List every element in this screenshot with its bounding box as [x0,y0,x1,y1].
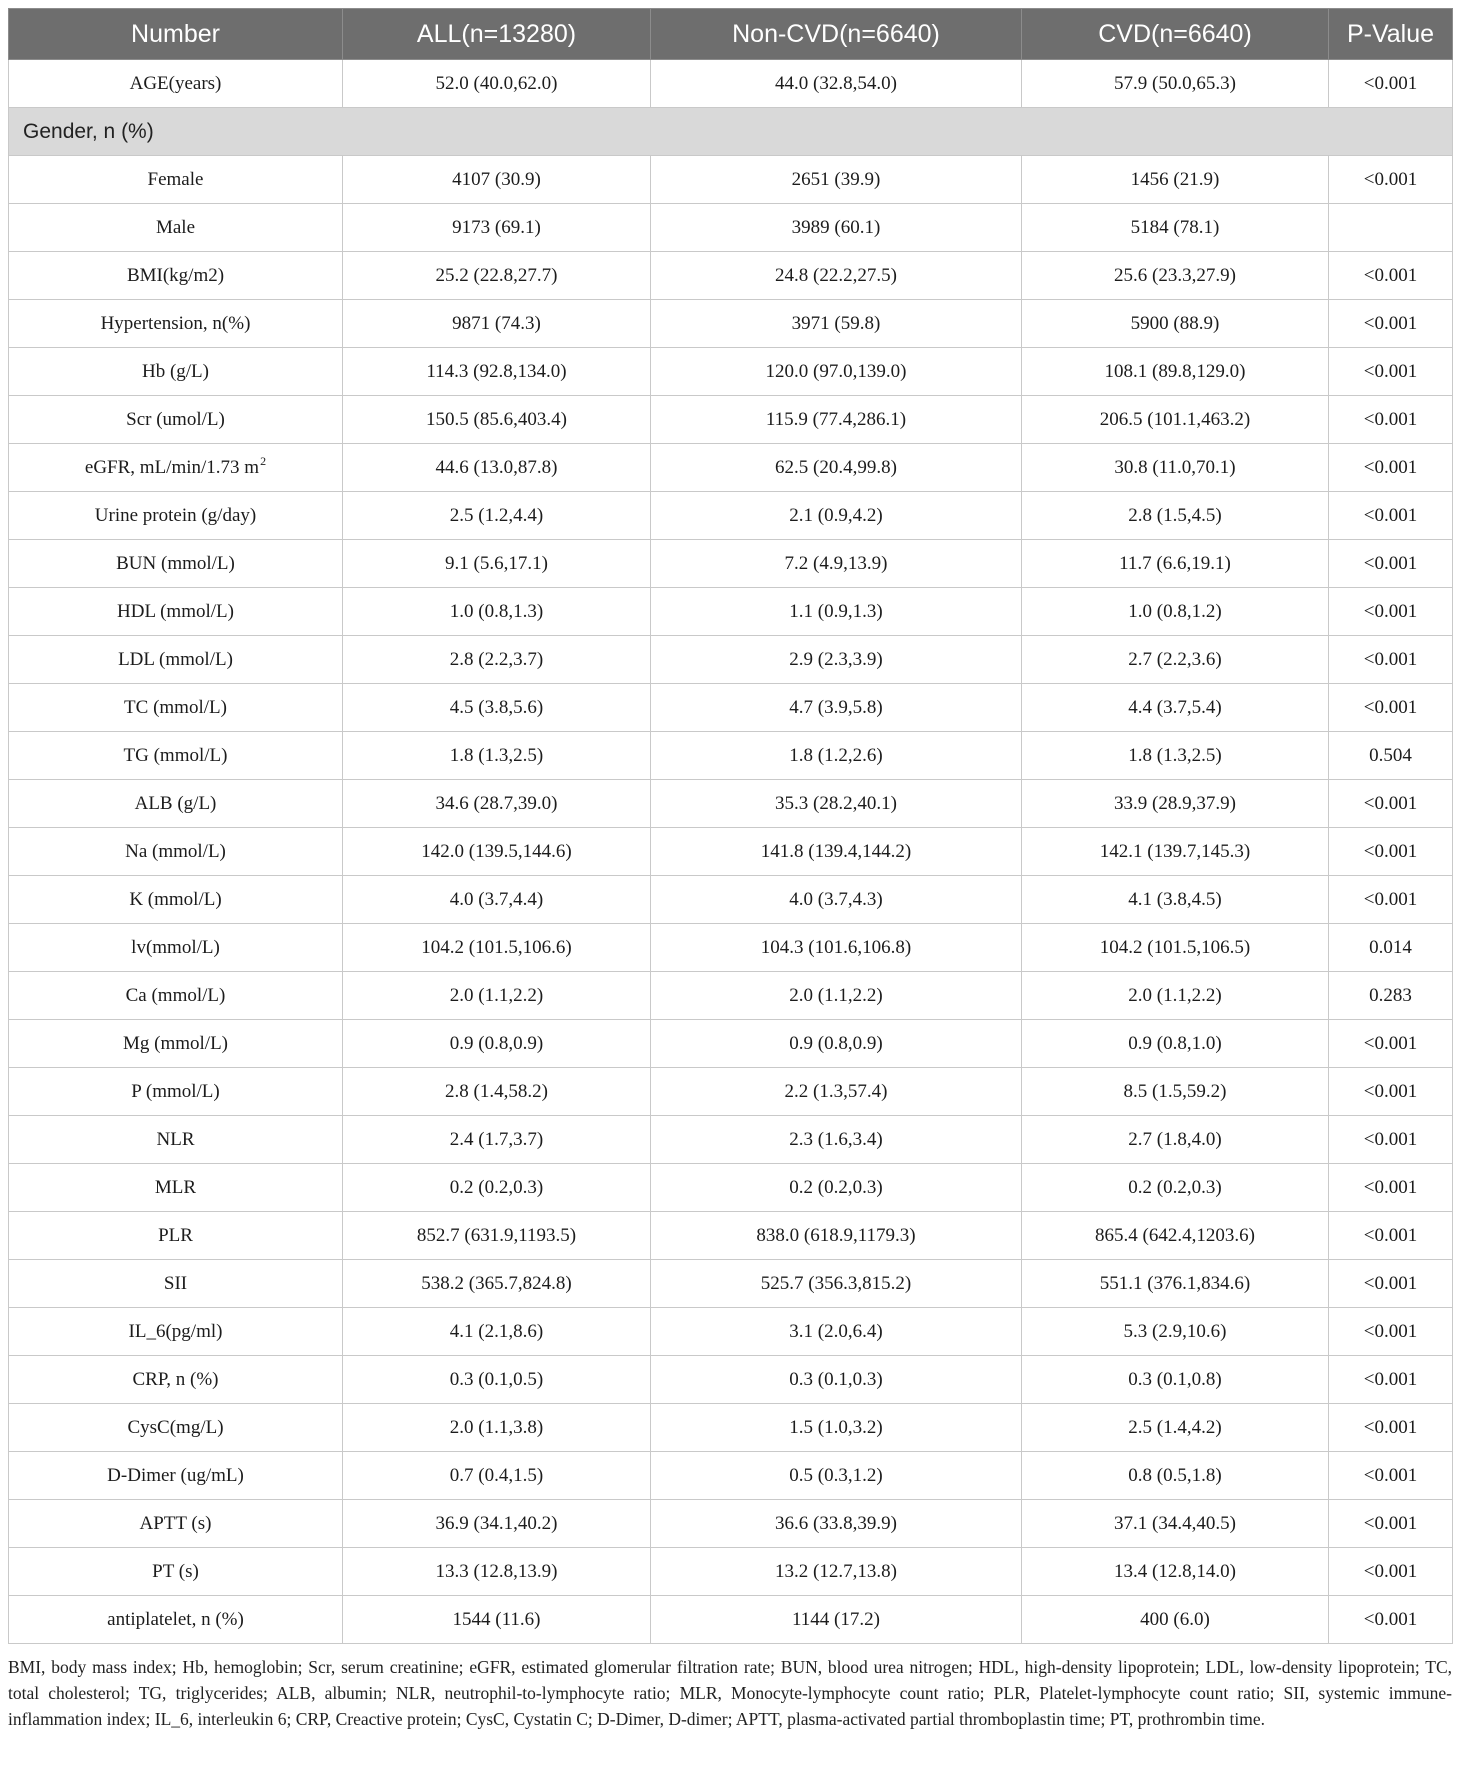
table-row [9,924,1453,972]
cell-p-value: <0.001 [1329,1164,1453,1212]
table-row [9,156,1453,204]
table-header [9,9,1453,60]
cell-cvd: 206.5 (101.1,463.2) [1022,396,1329,444]
cell-label [9,972,343,1020]
row-label-text: IL_6(pg/ml) [128,1320,223,1342]
cell-all: 0.7 (0.4,1.5) [343,1452,651,1500]
table-body [9,60,1453,1644]
cell-non-cvd: 3971 (59.8) [651,300,1022,348]
row-label-text: CysC(mg/L) [127,1416,224,1438]
cell-all: 150.5 (85.6,403.4) [343,396,651,444]
cell-cvd: 551.1 (376.1,834.6) [1022,1260,1329,1308]
cell-non-cvd: 2.9 (2.3,3.9) [651,636,1022,684]
cell-label [9,828,343,876]
cell-label [9,924,343,972]
row-label-text: TG (mmol/L) [123,744,228,766]
cell-label [9,1164,343,1212]
table-row [9,1356,1453,1404]
table-row [9,1404,1453,1452]
row-label-text: Female [147,168,204,190]
cell-label [9,732,343,780]
header-number: Number [9,9,343,60]
table-row [9,252,1453,300]
cell-cvd: 5.3 (2.9,10.6) [1022,1308,1329,1356]
table-row [9,684,1453,732]
cell-cvd: 1456 (21.9) [1022,156,1329,204]
cell-all: 13.3 (12.8,13.9) [343,1548,651,1596]
cell-cvd: 2.5 (1.4,4.2) [1022,1404,1329,1452]
header-non-cvd: Non-CVD(n=6640) [651,9,1022,60]
cell-label [9,1212,343,1260]
cell-label [9,156,343,204]
header-all: ALL(n=13280) [343,9,651,60]
table-row [9,1212,1453,1260]
cell-label [9,1260,343,1308]
cell-all: 142.0 (139.5,144.6) [343,828,651,876]
row-label-text: K (mmol/L) [129,888,222,910]
cell-cvd: 13.4 (12.8,14.0) [1022,1548,1329,1596]
cell-non-cvd: 1.1 (0.9,1.3) [651,588,1022,636]
row-label-text: eGFR, mL/min/1.73 m [84,456,260,478]
cell-cvd: 104.2 (101.5,106.5) [1022,924,1329,972]
cell-all: 0.3 (0.1,0.5) [343,1356,651,1404]
table-row [9,588,1453,636]
cell-label [9,1308,343,1356]
row-label-text: LDL (mmol/L) [118,648,233,670]
cell-p-value [1329,204,1453,252]
cell-p-value: 0.283 [1329,972,1453,1020]
row-label-text: Ca (mmol/L) [125,984,226,1006]
cell-non-cvd: 2651 (39.9) [651,156,1022,204]
row-label-text: Male [155,216,196,238]
cell-all: 1544 (11.6) [343,1596,651,1644]
row-label-text: MLR [154,1176,197,1198]
cell-cvd: 2.7 (1.8,4.0) [1022,1116,1329,1164]
cell-all: 4.0 (3.7,4.4) [343,876,651,924]
cell-cvd: 0.3 (0.1,0.8) [1022,1356,1329,1404]
cell-p-value: <0.001 [1329,1308,1453,1356]
table-row [9,732,1453,780]
cell-non-cvd: 36.6 (33.8,39.9) [651,1500,1022,1548]
cell-cvd: 1.0 (0.8,1.2) [1022,588,1329,636]
row-label-text: P (mmol/L) [131,1080,220,1102]
cell-all: 2.4 (1.7,3.7) [343,1116,651,1164]
cell-p-value: <0.001 [1329,396,1453,444]
cell-cvd: 11.7 (6.6,19.1) [1022,540,1329,588]
row-label-text: antiplatelet, n (%) [107,1608,244,1630]
table-row [9,1260,1453,1308]
cell-cvd: 1.8 (1.3,2.5) [1022,732,1329,780]
cell-all: 104.2 (101.5,106.6) [343,924,651,972]
cell-all: 9.1 (5.6,17.1) [343,540,651,588]
section-row [9,108,1453,156]
cell-label [9,876,343,924]
cell-label [9,1596,343,1644]
cell-non-cvd: 13.2 (12.7,13.8) [651,1548,1022,1596]
cell-all: 538.2 (365.7,824.8) [343,1260,651,1308]
cell-p-value: <0.001 [1329,1116,1453,1164]
cell-non-cvd: 3.1 (2.0,6.4) [651,1308,1022,1356]
table-row [9,444,1453,492]
cell-p-value: <0.001 [1329,252,1453,300]
table-row [9,1020,1453,1068]
table-row [9,1068,1453,1116]
row-label-text: Na (mmol/L) [125,840,226,862]
cell-cvd: 0.2 (0.2,0.3) [1022,1164,1329,1212]
cell-non-cvd: 115.9 (77.4,286.1) [651,396,1022,444]
row-label-superscript: 2 [260,453,267,468]
row-label-text: AGE(years) [129,72,222,94]
cell-label [9,444,343,492]
cell-all: 114.3 (92.8,134.0) [343,348,651,396]
section-label: Gender, n (%) [9,108,1453,156]
cell-p-value: <0.001 [1329,1500,1453,1548]
cell-non-cvd: 838.0 (618.9,1179.3) [651,1212,1022,1260]
cell-cvd: 37.1 (34.4,40.5) [1022,1500,1329,1548]
table-row [9,1596,1453,1644]
cell-label [9,1500,343,1548]
cell-cvd: 25.6 (23.3,27.9) [1022,252,1329,300]
cell-cvd: 108.1 (89.8,129.0) [1022,348,1329,396]
row-label-text: APTT (s) [139,1512,212,1534]
cell-p-value: <0.001 [1329,492,1453,540]
cell-all: 52.0 (40.0,62.0) [343,60,651,108]
cell-non-cvd: 35.3 (28.2,40.1) [651,780,1022,828]
cell-non-cvd: 0.2 (0.2,0.3) [651,1164,1022,1212]
cell-cvd: 5900 (88.9) [1022,300,1329,348]
cell-non-cvd: 0.9 (0.8,0.9) [651,1020,1022,1068]
cell-all: 25.2 (22.8,27.7) [343,252,651,300]
cell-label [9,780,343,828]
cell-cvd: 2.0 (1.1,2.2) [1022,972,1329,1020]
cell-non-cvd: 0.3 (0.1,0.3) [651,1356,1022,1404]
table-row [9,1548,1453,1596]
cell-cvd: 30.8 (11.0,70.1) [1022,444,1329,492]
row-label-text: Hypertension, n(%) [100,312,251,334]
cell-label [9,492,343,540]
cell-p-value: <0.001 [1329,588,1453,636]
cell-all: 0.2 (0.2,0.3) [343,1164,651,1212]
row-label-text: Hb (g/L) [141,360,209,382]
cell-label [9,396,343,444]
row-label-text: BUN (mmol/L) [116,552,235,574]
cell-cvd: 865.4 (642.4,1203.6) [1022,1212,1329,1260]
cell-p-value: <0.001 [1329,828,1453,876]
table-row [9,396,1453,444]
cell-cvd: 8.5 (1.5,59.2) [1022,1068,1329,1116]
cell-cvd: 5184 (78.1) [1022,204,1329,252]
header-cvd: CVD(n=6640) [1022,9,1329,60]
cell-non-cvd: 24.8 (22.2,27.5) [651,252,1022,300]
cell-non-cvd: 1.8 (1.2,2.6) [651,732,1022,780]
table-row [9,300,1453,348]
cell-all: 2.5 (1.2,4.4) [343,492,651,540]
row-label-text: CRP, n (%) [132,1368,219,1390]
cell-p-value: <0.001 [1329,156,1453,204]
cell-p-value: <0.001 [1329,540,1453,588]
table-row [9,1452,1453,1500]
cell-p-value: <0.001 [1329,1548,1453,1596]
cell-non-cvd: 3989 (60.1) [651,204,1022,252]
cell-all: 4.1 (2.1,8.6) [343,1308,651,1356]
table-row [9,540,1453,588]
cell-non-cvd: 2.1 (0.9,4.2) [651,492,1022,540]
row-label-text: TC (mmol/L) [124,696,227,718]
cell-cvd: 33.9 (28.9,37.9) [1022,780,1329,828]
row-label-text: lv(mmol/L) [131,936,220,958]
table-row [9,1116,1453,1164]
row-label-text: Mg (mmol/L) [122,1032,229,1054]
cell-p-value: <0.001 [1329,684,1453,732]
cell-p-value: <0.001 [1329,60,1453,108]
table-row [9,876,1453,924]
cell-non-cvd: 2.2 (1.3,57.4) [651,1068,1022,1116]
cell-non-cvd: 525.7 (356.3,815.2) [651,1260,1022,1308]
table-row [9,1164,1453,1212]
cell-label [9,636,343,684]
cell-p-value: <0.001 [1329,1212,1453,1260]
cell-non-cvd: 4.0 (3.7,4.3) [651,876,1022,924]
cell-all: 34.6 (28.7,39.0) [343,780,651,828]
cell-label [9,252,343,300]
cell-non-cvd: 1144 (17.2) [651,1596,1022,1644]
row-label-text: Urine protein (g/day) [94,504,257,526]
row-label-text: PLR [158,1224,193,1246]
data-table [8,8,1453,1644]
table-row [9,828,1453,876]
row-label-text: D-Dimer (ug/mL) [107,1464,244,1486]
cell-p-value: <0.001 [1329,1356,1453,1404]
cell-p-value: <0.001 [1329,300,1453,348]
cell-label [9,60,343,108]
cell-p-value: <0.001 [1329,780,1453,828]
cell-non-cvd: 0.5 (0.3,1.2) [651,1452,1022,1500]
table-row [9,780,1453,828]
cell-non-cvd: 120.0 (97.0,139.0) [651,348,1022,396]
cell-non-cvd: 2.0 (1.1,2.2) [651,972,1022,1020]
cell-p-value: <0.001 [1329,1260,1453,1308]
cell-label [9,348,343,396]
table-row [9,348,1453,396]
cell-p-value: <0.001 [1329,1020,1453,1068]
cell-p-value: <0.001 [1329,348,1453,396]
cell-all: 44.6 (13.0,87.8) [343,444,651,492]
cell-label [9,1020,343,1068]
cell-cvd: 57.9 (50.0,65.3) [1022,60,1329,108]
header-p-value: P-Value [1329,9,1453,60]
row-label-text: BMI(kg/m2) [126,264,225,286]
cell-label [9,1548,343,1596]
table-row [9,636,1453,684]
cell-label [9,540,343,588]
cell-non-cvd: 7.2 (4.9,13.9) [651,540,1022,588]
cell-all: 0.9 (0.8,0.9) [343,1020,651,1068]
cell-non-cvd: 141.8 (139.4,144.2) [651,828,1022,876]
table-row [9,492,1453,540]
cell-cvd: 0.8 (0.5,1.8) [1022,1452,1329,1500]
cell-cvd: 2.7 (2.2,3.6) [1022,636,1329,684]
cell-all: 1.0 (0.8,1.3) [343,588,651,636]
row-label-text: NLR [156,1128,195,1150]
cell-all: 4.5 (3.8,5.6) [343,684,651,732]
cell-p-value: <0.001 [1329,636,1453,684]
cell-all: 9871 (74.3) [343,300,651,348]
header-row [9,9,1453,60]
cell-all: 4107 (30.9) [343,156,651,204]
baseline-characteristics-table [8,8,1452,1644]
cell-label [9,588,343,636]
cell-label [9,204,343,252]
cell-cvd: 4.1 (3.8,4.5) [1022,876,1329,924]
cell-cvd: 400 (6.0) [1022,1596,1329,1644]
cell-all: 2.0 (1.1,3.8) [343,1404,651,1452]
cell-label [9,1356,343,1404]
cell-non-cvd: 62.5 (20.4,99.8) [651,444,1022,492]
cell-all: 1.8 (1.3,2.5) [343,732,651,780]
cell-all: 36.9 (34.1,40.2) [343,1500,651,1548]
cell-cvd: 0.9 (0.8,1.0) [1022,1020,1329,1068]
cell-all: 852.7 (631.9,1193.5) [343,1212,651,1260]
cell-p-value: <0.001 [1329,1452,1453,1500]
cell-label [9,1452,343,1500]
cell-p-value: <0.001 [1329,444,1453,492]
cell-label [9,684,343,732]
cell-non-cvd: 44.0 (32.8,54.0) [651,60,1022,108]
row-label-text: PT (s) [152,1560,199,1582]
cell-p-value: <0.001 [1329,1596,1453,1644]
cell-all: 2.8 (1.4,58.2) [343,1068,651,1116]
cell-p-value: 0.014 [1329,924,1453,972]
cell-non-cvd: 1.5 (1.0,3.2) [651,1404,1022,1452]
cell-all: 2.0 (1.1,2.2) [343,972,651,1020]
cell-all: 9173 (69.1) [343,204,651,252]
table-row [9,1308,1453,1356]
cell-cvd: 4.4 (3.7,5.4) [1022,684,1329,732]
cell-all: 2.8 (2.2,3.7) [343,636,651,684]
cell-non-cvd: 2.3 (1.6,3.4) [651,1116,1022,1164]
cell-p-value: <0.001 [1329,1068,1453,1116]
cell-non-cvd: 104.3 (101.6,106.8) [651,924,1022,972]
table-row [9,204,1453,252]
cell-non-cvd: 4.7 (3.9,5.8) [651,684,1022,732]
row-label-text: HDL (mmol/L) [117,600,234,622]
row-label-text: Scr (umol/L) [126,408,225,430]
cell-label [9,300,343,348]
table-row [9,1500,1453,1548]
cell-p-value: 0.504 [1329,732,1453,780]
table-footnote: BMI, body mass index; Hb, hemoglobin; Scr, serum creatinine; eGFR, estimated glomerular filtration rate; BUN, blood urea nitrogen; HDL, high-density lipoprotein; LDL, low-density lipoprotein; TC, total cholesterol; TG, triglycerides; ALB, albumin; NLR, neutrophil-to-lymphocyte ratio; MLR, Monocyte-lymphocyte count ratio; PLR, Platelet-lymphocyte count ratio; SII, systemic immune-inflammation index; IL_6, interleukin 6; CRP, Creactive protein; CysC, Cystatin C; D-Dimer, D-dimer; APTT, plasma-activated partial thromboplastin time; PT, prothrombin time. [8,1657,1452,1729]
table-row [9,60,1453,108]
cell-label [9,1116,343,1164]
table-row [9,972,1453,1020]
cell-cvd: 2.8 (1.5,4.5) [1022,492,1329,540]
cell-p-value: <0.001 [1329,876,1453,924]
cell-cvd: 142.1 (139.7,145.3) [1022,828,1329,876]
cell-label [9,1404,343,1452]
row-label-text: ALB (g/L) [134,792,217,814]
row-label-text: SII [163,1272,188,1294]
cell-label [9,1068,343,1116]
cell-p-value: <0.001 [1329,1404,1453,1452]
